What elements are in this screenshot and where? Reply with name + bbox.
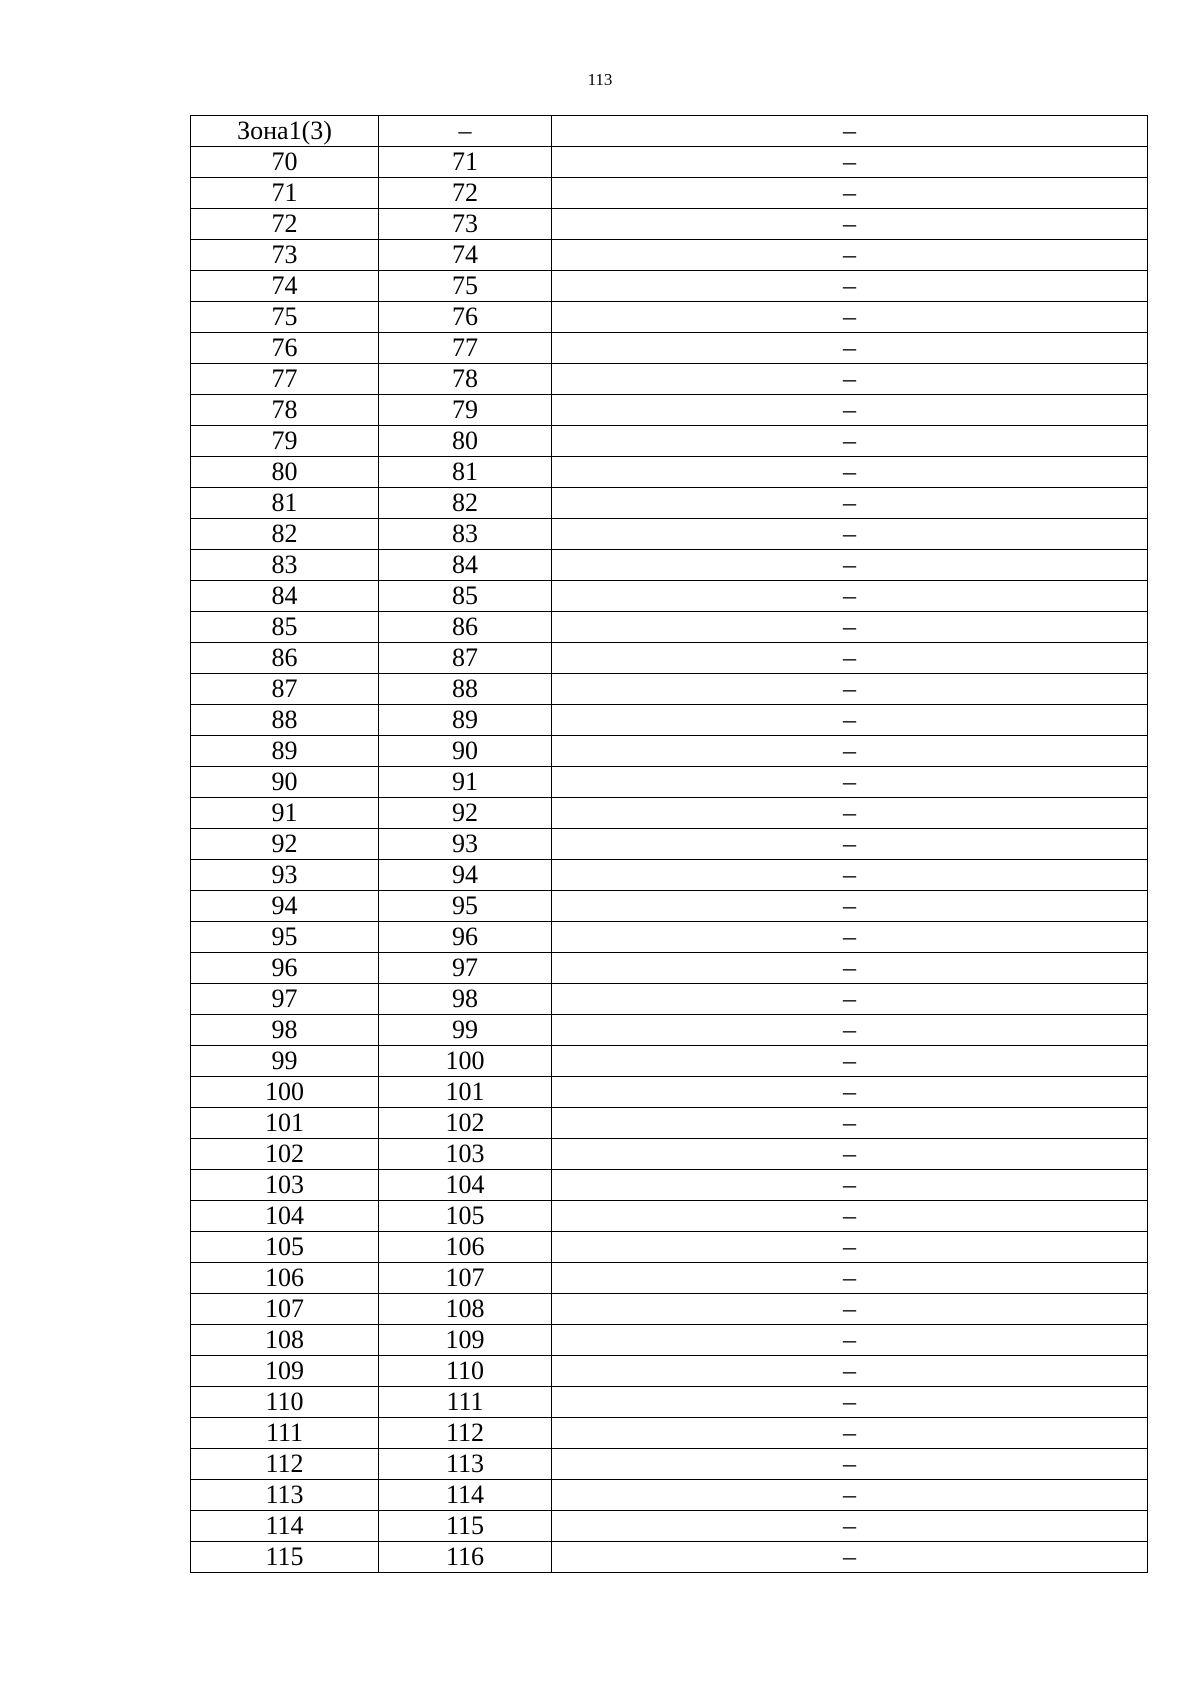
cell-col-3: – [552,1387,1148,1418]
cell-col-2: 103 [379,1139,552,1170]
cell-col-1: 95 [191,922,379,953]
cell-col-2: 96 [379,922,552,953]
cell-col-1: 82 [191,519,379,550]
table-row [191,798,1148,829]
cell-col-1: Зона1(3) [191,116,379,147]
cell-col-1: 76 [191,333,379,364]
cell-col-3: – [552,736,1148,767]
cell-col-3: – [552,519,1148,550]
cell-col-1: 112 [191,1449,379,1480]
cell-col-2: 106 [379,1232,552,1263]
cell-col-1: 88 [191,705,379,736]
table-row [191,1263,1148,1294]
cell-col-1: 74 [191,271,379,302]
cell-col-1: 89 [191,736,379,767]
cell-col-1: 100 [191,1077,379,1108]
cell-col-2: 104 [379,1170,552,1201]
table-row [191,457,1148,488]
cell-col-3: – [552,1449,1148,1480]
cell-col-3: – [552,798,1148,829]
cell-col-2: 94 [379,860,552,891]
table-row [191,395,1148,426]
cell-col-1: 90 [191,767,379,798]
cell-col-3: – [552,209,1148,240]
cell-col-2: 116 [379,1542,552,1573]
table-row [191,860,1148,891]
table-row [191,922,1148,953]
cell-col-1: 73 [191,240,379,271]
cell-col-2: 84 [379,550,552,581]
cell-col-2: 93 [379,829,552,860]
cell-col-1: 98 [191,1015,379,1046]
cell-col-2: 109 [379,1325,552,1356]
table-row [191,1480,1148,1511]
table-row [191,984,1148,1015]
table-row [191,333,1148,364]
cell-col-2: 101 [379,1077,552,1108]
table-row [191,302,1148,333]
table-row [191,271,1148,302]
cell-col-1: 87 [191,674,379,705]
cell-col-2: 97 [379,953,552,984]
cell-col-2: – [379,116,552,147]
cell-col-1: 83 [191,550,379,581]
cell-col-1: 102 [191,1139,379,1170]
cell-col-2: 89 [379,705,552,736]
cell-col-2: 90 [379,736,552,767]
cell-col-1: 70 [191,147,379,178]
cell-col-1: 79 [191,426,379,457]
cell-col-2: 112 [379,1418,552,1449]
cell-col-3: – [552,705,1148,736]
table-row [191,1325,1148,1356]
cell-col-1: 104 [191,1201,379,1232]
cell-col-2: 110 [379,1356,552,1387]
cell-col-1: 96 [191,953,379,984]
cell-col-3: – [552,1077,1148,1108]
table-row [191,674,1148,705]
table-row [191,767,1148,798]
table-row [191,581,1148,612]
cell-col-3: – [552,953,1148,984]
cell-col-3: – [552,178,1148,209]
cell-col-3: – [552,1232,1148,1263]
cell-col-1: 71 [191,178,379,209]
cell-col-2: 114 [379,1480,552,1511]
table-body [191,116,1148,1573]
cell-col-3: – [552,984,1148,1015]
cell-col-1: 75 [191,302,379,333]
data-table [190,115,1148,1573]
cell-col-2: 85 [379,581,552,612]
cell-col-2: 95 [379,891,552,922]
cell-col-2: 78 [379,364,552,395]
cell-col-1: 93 [191,860,379,891]
cell-col-3: – [552,922,1148,953]
cell-col-3: – [552,891,1148,922]
cell-col-2: 105 [379,1201,552,1232]
cell-col-2: 87 [379,643,552,674]
cell-col-2: 115 [379,1511,552,1542]
cell-col-3: – [552,581,1148,612]
table-row [191,1387,1148,1418]
cell-col-3: – [552,1418,1148,1449]
cell-col-2: 88 [379,674,552,705]
cell-col-3: – [552,1139,1148,1170]
cell-col-1: 109 [191,1356,379,1387]
cell-col-1: 92 [191,829,379,860]
cell-col-2: 80 [379,426,552,457]
table-row [191,953,1148,984]
cell-col-3: – [552,1170,1148,1201]
cell-col-3: – [552,1263,1148,1294]
table-row [191,178,1148,209]
table-row [191,1077,1148,1108]
table-row [191,519,1148,550]
cell-col-2: 77 [379,333,552,364]
cell-col-3: – [552,1480,1148,1511]
cell-col-1: 91 [191,798,379,829]
cell-col-3: – [552,1511,1148,1542]
cell-col-1: 80 [191,457,379,488]
cell-col-3: – [552,767,1148,798]
cell-col-3: – [552,612,1148,643]
cell-col-2: 74 [379,240,552,271]
table-row [191,891,1148,922]
cell-col-3: – [552,1046,1148,1077]
cell-col-1: 85 [191,612,379,643]
table-row [191,488,1148,519]
cell-col-3: – [552,1294,1148,1325]
cell-col-2: 107 [379,1263,552,1294]
cell-col-2: 73 [379,209,552,240]
cell-col-3: – [552,333,1148,364]
cell-col-1: 103 [191,1170,379,1201]
cell-col-2: 102 [379,1108,552,1139]
cell-col-1: 113 [191,1480,379,1511]
cell-col-3: – [552,860,1148,891]
cell-col-2: 75 [379,271,552,302]
table-row [191,550,1148,581]
cell-col-2: 98 [379,984,552,1015]
cell-col-3: – [552,364,1148,395]
cell-col-1: 115 [191,1542,379,1573]
table-row [191,364,1148,395]
cell-col-2: 86 [379,612,552,643]
cell-col-3: – [552,302,1148,333]
table-row [191,1232,1148,1263]
cell-col-1: 84 [191,581,379,612]
cell-col-1: 106 [191,1263,379,1294]
cell-col-2: 111 [379,1387,552,1418]
cell-col-1: 78 [191,395,379,426]
table-row [191,116,1148,147]
cell-col-3: – [552,674,1148,705]
cell-col-1: 114 [191,1511,379,1542]
cell-col-1: 110 [191,1387,379,1418]
cell-col-1: 99 [191,1046,379,1077]
cell-col-3: – [552,1201,1148,1232]
table-row [191,1170,1148,1201]
table-row [191,1542,1148,1573]
cell-col-3: – [552,395,1148,426]
cell-col-1: 105 [191,1232,379,1263]
cell-col-2: 108 [379,1294,552,1325]
cell-col-3: – [552,147,1148,178]
cell-col-3: – [552,426,1148,457]
cell-col-3: – [552,643,1148,674]
cell-col-2: 83 [379,519,552,550]
cell-col-1: 97 [191,984,379,1015]
cell-col-3: – [552,457,1148,488]
table-row [191,705,1148,736]
table-row [191,147,1148,178]
cell-col-2: 100 [379,1046,552,1077]
table-row [191,829,1148,860]
cell-col-3: – [552,488,1148,519]
cell-col-2: 72 [379,178,552,209]
cell-col-3: – [552,1108,1148,1139]
cell-col-2: 99 [379,1015,552,1046]
table-row [191,612,1148,643]
cell-col-3: – [552,271,1148,302]
cell-col-1: 101 [191,1108,379,1139]
cell-col-1: 86 [191,643,379,674]
cell-col-2: 79 [379,395,552,426]
cell-col-3: – [552,1542,1148,1573]
cell-col-2: 91 [379,767,552,798]
cell-col-3: – [552,1015,1148,1046]
table-row [191,1015,1148,1046]
cell-col-3: – [552,550,1148,581]
cell-col-1: 77 [191,364,379,395]
table-row [191,1139,1148,1170]
cell-col-1: 108 [191,1325,379,1356]
table-row [191,1108,1148,1139]
cell-col-2: 113 [379,1449,552,1480]
cell-col-1: 107 [191,1294,379,1325]
table-row [191,1356,1148,1387]
table-row [191,1511,1148,1542]
table-row [191,209,1148,240]
cell-col-1: 72 [191,209,379,240]
table-row [191,1418,1148,1449]
table-row [191,643,1148,674]
cell-col-1: 94 [191,891,379,922]
table-row [191,1201,1148,1232]
cell-col-2: 76 [379,302,552,333]
cell-col-2: 82 [379,488,552,519]
cell-col-3: – [552,240,1148,271]
cell-col-3: – [552,116,1148,147]
cell-col-3: – [552,1325,1148,1356]
page-number: 113 [587,70,613,89]
cell-col-1: 81 [191,488,379,519]
cell-col-3: – [552,1356,1148,1387]
cell-col-3: – [552,829,1148,860]
cell-col-2: 81 [379,457,552,488]
cell-col-2: 92 [379,798,552,829]
table-row [191,1449,1148,1480]
table-row [191,1294,1148,1325]
table-row [191,1046,1148,1077]
table-row [191,736,1148,767]
cell-col-1: 111 [191,1418,379,1449]
table-row [191,426,1148,457]
cell-col-2: 71 [379,147,552,178]
table-row [191,240,1148,271]
